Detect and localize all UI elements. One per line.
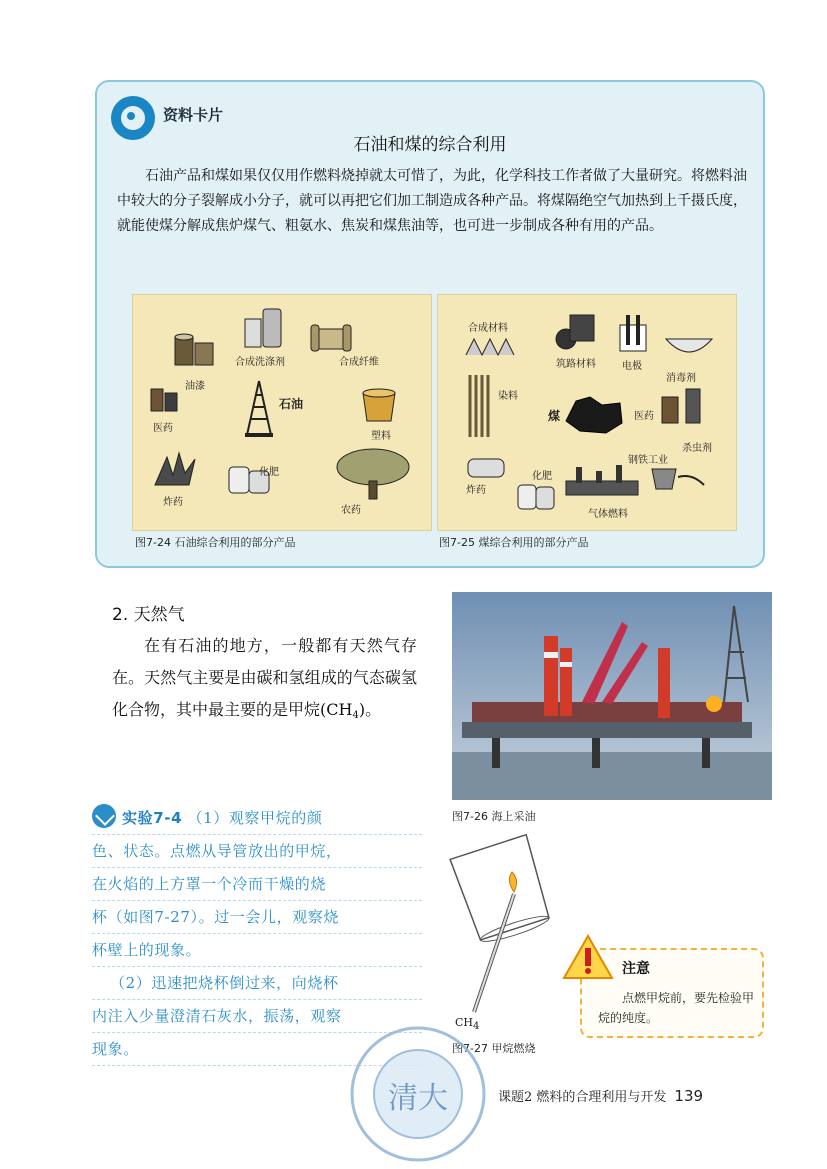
oil-label-pesticide: 农药 <box>341 505 361 516</box>
figure-27-caption: 图7-27 甲烷燃烧 <box>452 1042 536 1055</box>
section-title: 2. 天然气 <box>112 605 185 625</box>
experiment-line-1: （1）观察甲烷的颜 <box>187 809 323 827</box>
coal-lumps-icon <box>562 391 626 435</box>
sofa-icon <box>309 317 353 355</box>
corrugated-sheet-icon <box>464 335 518 359</box>
oil-center-label: 石油 <box>279 397 304 411</box>
natural-gas-paragraph <box>112 630 417 732</box>
coal-label-dye: 染料 <box>498 391 518 402</box>
oil-label-detergent: 合成洗涤剂 <box>235 357 285 368</box>
experiment-line-2: 色、状态。点燃从导管放出的甲烷， <box>92 835 422 868</box>
page-footer <box>498 1086 703 1105</box>
experiment-icon <box>92 804 116 828</box>
photo-caption: 图7-26 海上采油 <box>452 810 536 823</box>
coal-label-explosive: 炸药 <box>466 485 486 496</box>
experiment-line-8: 现象。 <box>92 1033 422 1066</box>
factory-icon <box>562 463 642 497</box>
medicine-bottles-icon-2 <box>658 387 708 427</box>
formula-sub: 4 <box>352 710 359 721</box>
coal-label-electrode: 电极 <box>622 361 642 372</box>
coal-center-label: 煤 <box>548 409 561 423</box>
experiment-line-6: （2）迅速把烧杯倒过来，向烧杯 <box>92 967 422 1000</box>
oil-figure-caption: 图7-24 石油综合利用的部分产品 <box>135 536 296 549</box>
natural-gas-text: 在有石油的地方，一般都有天然气存在。天然气主要是由碳和氢组成的气态碳氢化合物，其中最主要的是甲烷 <box>112 636 417 719</box>
methane-label-text: CH <box>455 1016 474 1029</box>
info-card-title: 石油和煤的综合利用 <box>353 135 507 155</box>
explosive-bundle-icon <box>464 453 508 483</box>
coal-label-medicine: 医药 <box>634 411 654 422</box>
detergent-bottles-icon <box>241 305 285 349</box>
info-card-body: 石油产品和煤如果仅仅用作燃料烧掉就太可惜了，为此，化学科技工作者做了大量研究。将燃料油中较大的分子裂解成小分子，就可以再把它们加工制造成各种产品。将煤隔绝空气加热到上千摄氏度，就能使煤分解成焦炉煤气、粗氨水、焦炭和煤焦油等，也可进一步制成各种有用的产品。 <box>117 168 747 234</box>
experiment-line-4: 杯（如图7-27）。过一会儿，观察烧 <box>92 901 422 934</box>
explosive-icon <box>149 445 201 489</box>
experiment-line-5: 杯壁上的现象。 <box>92 934 422 967</box>
info-card-label: 资料卡片 <box>163 106 224 124</box>
paint-cans-icon <box>173 333 217 369</box>
coal-label-synthetic: 合成材料 <box>468 323 508 334</box>
info-card <box>95 80 765 568</box>
electrode-beaker-icon <box>616 313 650 353</box>
experiment-line-7: 内注入少量澄清石灰水，振荡，观察 <box>92 1000 422 1033</box>
coal-products-figure <box>437 294 737 531</box>
methane-burning-diagram <box>440 832 570 1022</box>
oil-label-fertilizer: 化肥 <box>259 467 279 478</box>
formula-post: )。 <box>358 700 382 719</box>
coal-figure-caption: 图7-25 煤综合利用的部分产品 <box>439 536 589 549</box>
oil-derrick-icon <box>241 379 277 439</box>
watermark-stamp <box>348 1024 488 1164</box>
footer-chapter: 课题2 燃料的合理利用与开发 <box>498 1090 667 1105</box>
coal-label-road: 筑路材料 <box>556 359 596 370</box>
steel-ladle-icon <box>646 463 706 493</box>
offshore-platform-image <box>452 592 772 800</box>
caution-title: 注意 <box>622 961 650 977</box>
stamp-center-text: 清大 <box>388 1081 448 1116</box>
experiment-heading: 实验7-4 <box>122 809 183 827</box>
dye-threads-icon <box>466 373 496 439</box>
experiment-row-1 <box>92 802 422 835</box>
oil-label-fiber: 合成纤维 <box>339 357 379 368</box>
plastic-bucket-icon <box>359 387 399 423</box>
oil-label-medicine: 医药 <box>153 423 173 434</box>
coal-label-fertilizer: 化肥 <box>532 471 552 482</box>
coal-label-insecticide: 杀虫剂 <box>682 443 712 454</box>
page-number: 139 <box>674 1087 704 1105</box>
oil-label-plastic: 塑料 <box>371 431 391 442</box>
road-roller-icon <box>552 309 598 351</box>
pesticide-tree-icon <box>333 445 413 501</box>
oil-label-explosive: 炸药 <box>163 497 183 508</box>
oil-label-paint: 油漆 <box>185 381 205 392</box>
formula-pre: (CH <box>320 700 353 719</box>
coal-label-steel: 钢铁工业 <box>628 455 668 466</box>
offshore-platform-photo <box>452 592 772 800</box>
caution-body: 点燃甲烷前，要先检验甲烷的纯度。 <box>598 991 755 1025</box>
methane-label-sub: 4 <box>473 1021 480 1032</box>
experiment-line-3: 在火焰的上方罩一个冷而干燥的烧 <box>92 868 422 901</box>
oil-products-figure <box>132 294 432 531</box>
coal-label-gas: 气体燃料 <box>588 509 628 520</box>
basin-icon <box>664 329 714 361</box>
fertilizer-sacks-icon-2 <box>516 481 556 511</box>
medicine-bottles-icon <box>147 383 183 413</box>
warning-icon <box>562 934 614 980</box>
coal-label-disinfectant: 消毒剂 <box>666 373 696 384</box>
